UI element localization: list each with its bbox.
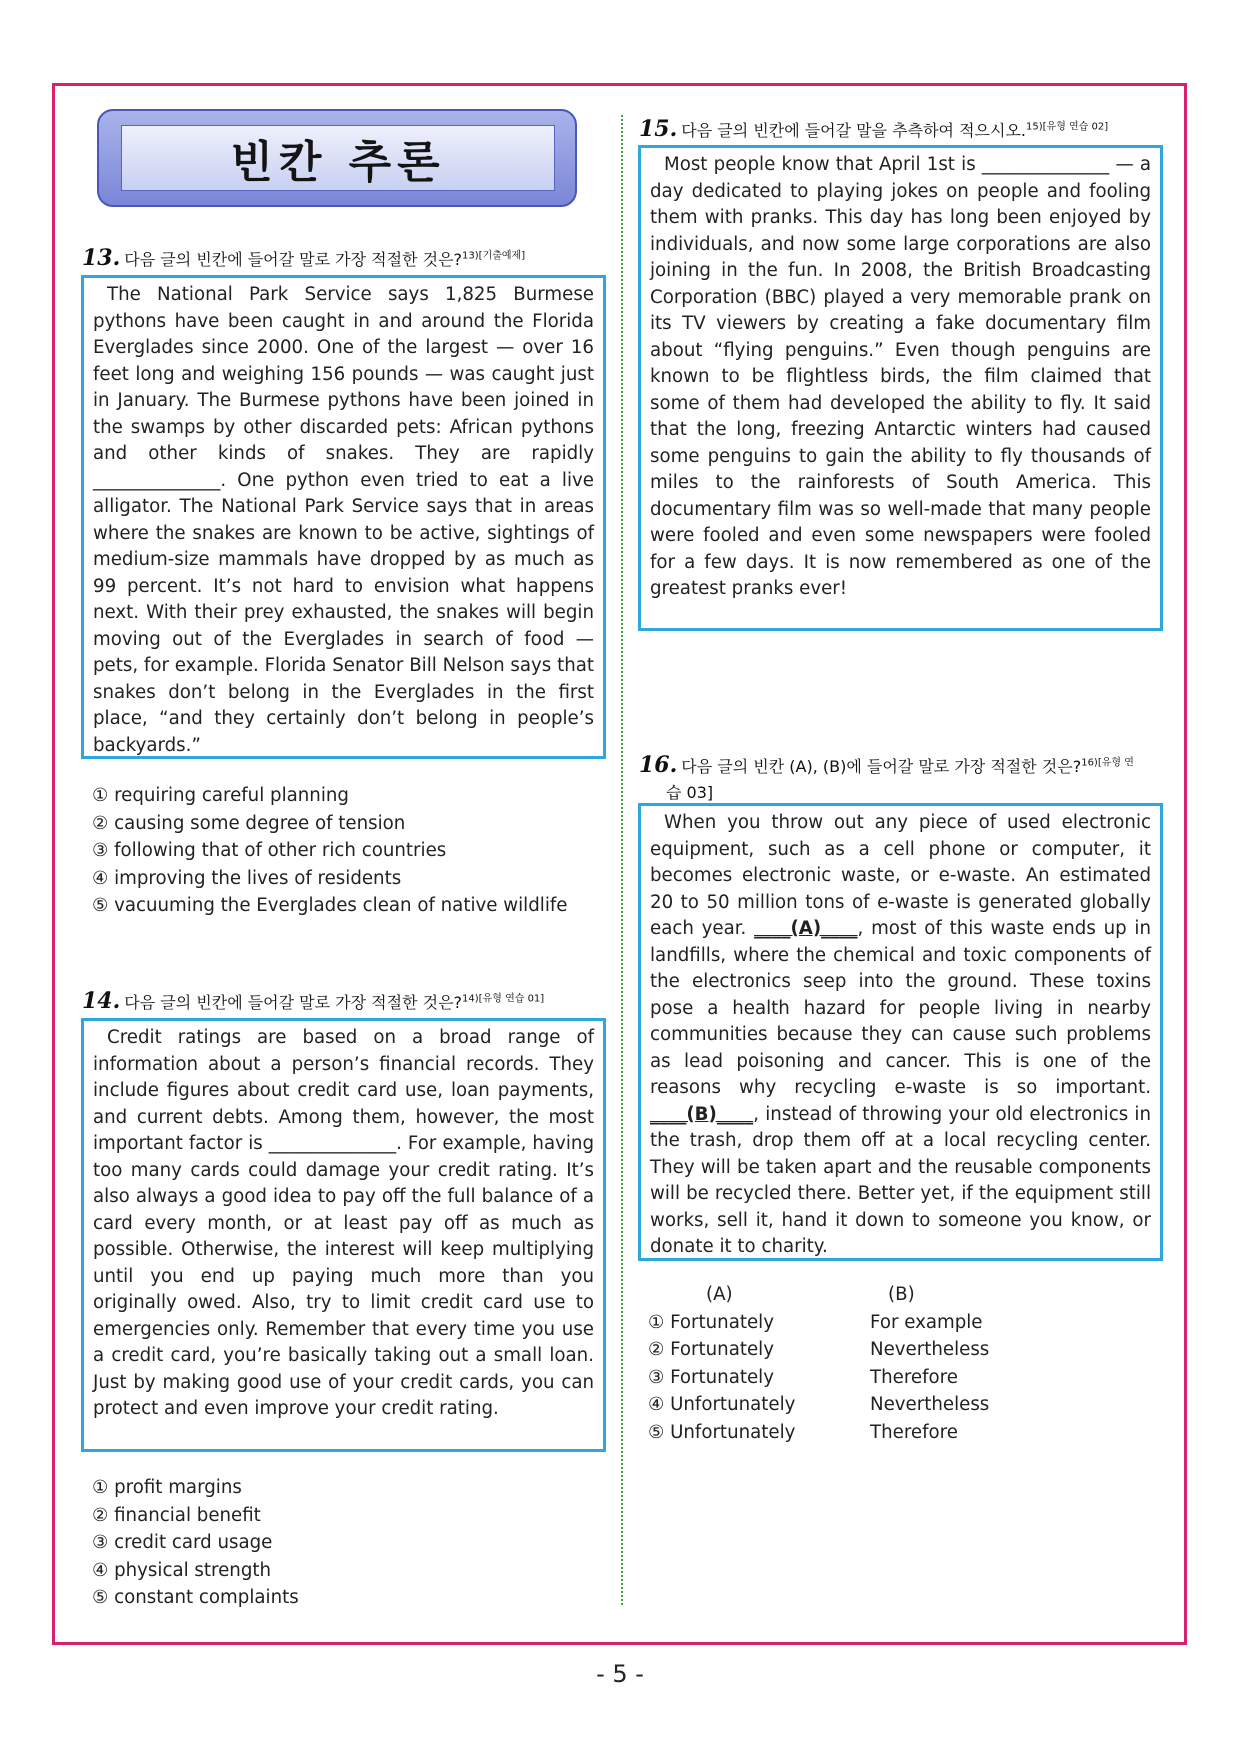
q13-header xyxy=(82,245,525,271)
q16-header-cont: 습 03] xyxy=(666,783,714,802)
q16-option-1[interactable]: ① Fortunately For example xyxy=(648,1311,983,1333)
q15-prompt: 다음 글의 빈칸에 들어갈 말을 추측하여 적으시오. xyxy=(681,121,1027,140)
q14-prompt: 다음 글의 빈칸에 들어갈 말로 가장 적절한 것은? xyxy=(124,993,463,1012)
q15-passage: Most people know that April 1st is ______________ — a day dedicated to playing jokes on people and fooling them with pranks. This day has long been enjoyed by individuals, and now some large corporations are also joining in the fun. In 2008, the British Broadcasting Corporation (BBC) played a very memorable prank on its TV viewers by creating a fake documentary film about “flying penguins.” Even though penguins are known to be flightless birds, the film claimed that some of them had developed the ability to fly. It said that the long, freezing Antarctic winters had caused some penguins to gain the ability to fly thousands of miles to the rainforests of South America. This documentary film was so well-made that many people were fooled and even some newspapers were fooled for a few days. It is now remembered as one of the greatest pranks ever! xyxy=(650,154,1151,599)
q16-blank-b: ____(B)____ xyxy=(650,1103,754,1125)
q13-ref: 13)[기출예제] xyxy=(462,250,526,262)
q16-options-header xyxy=(648,1284,989,1312)
q13-number: 13. xyxy=(82,245,121,271)
q14-passage: Credit ratings are based on a broad range of information about a person’s financial records. They include figures about credit card use, loan payments, and current debts. Among them, however, the most important factor is ______________. For example, having too many cards could damage your credit rating. It’s also always a good idea to pay off the full balance of a card every month, or at least pay off as much as possible. Otherwise, the interest will keep multiplying until you end up paying much more than you originally owed. Also, try to limit credit card use to emergencies only. Remember that every time you use a credit card, you’re basically taking out a small loan. Just by making good use of your credit cards, you can protect and even improve your credit rating. xyxy=(93,1027,594,1419)
column-divider xyxy=(621,115,623,1605)
q14-option-5[interactable]: ⑤ constant complaints xyxy=(92,1587,299,1608)
q16-option-4[interactable]: ④ Unfortunately Nevertheless xyxy=(648,1394,990,1415)
q15-passage-box xyxy=(638,145,1163,631)
q14-options xyxy=(92,1477,299,1615)
q16-option-3[interactable]: ③ Fortunately Therefore xyxy=(648,1366,958,1388)
q16-header xyxy=(639,752,1134,778)
page-number: - 5 - xyxy=(596,1660,644,1688)
q14-option-2[interactable]: ② financial benefit xyxy=(92,1504,261,1526)
q13-prompt: 다음 글의 빈칸에 들어갈 말로 가장 적절한 것은? xyxy=(124,250,463,269)
q13-options xyxy=(92,785,567,923)
q16-passage: When you throw out any piece of used electronic equipment, such as a cell phone or computer, it becomes electronic waste, or e-waste. An estimated 20 to 50 million tons of e-waste is generated globally each year. ____(A)____, most of this waste ends up in landfills, where the chemical and toxic components of the electronics seep into the ground. These toxins pose a health hazard for people living in nearby communities because they can cause such problems as lead poisoning and cancer. This is one of the reasons why recycling e-waste is so important. ____(B)____, instead of throwing your old electronics in the trash, drop them off at a local recycling center. They will be taken apart and the reusable components will be recycled there. Better yet, if the equipment still works, sell it, hand it down to someone you know, or donate it to charity. xyxy=(650,812,1151,1257)
q14-ref: 14)[유형 연습 01] xyxy=(462,993,545,1005)
q13-option-5[interactable]: ⑤ vacuuming the Everglades clean of native wildlife xyxy=(92,895,568,916)
q14-header xyxy=(82,988,544,1014)
q14-option-1[interactable]: ① profit margins xyxy=(92,1477,242,1498)
q16-option-5[interactable]: ⑤ Unfortunately Therefore xyxy=(648,1421,958,1443)
q13-passage-box xyxy=(81,275,606,759)
q13-option-4[interactable]: ④ improving the lives of residents xyxy=(92,867,402,889)
q15-number: 15. xyxy=(639,116,678,142)
q16-col-a: (A) xyxy=(706,1284,733,1305)
q16-col-b: (B) xyxy=(888,1284,915,1305)
q14-passage-box xyxy=(81,1018,606,1452)
section-title: 빈칸 추론 xyxy=(230,137,446,188)
q16-prompt: 다음 글의 빈칸 (A), (B)에 들어갈 말로 가장 적절한 것은? xyxy=(681,757,1082,776)
q16-options xyxy=(648,1284,989,1449)
q16-number: 16. xyxy=(639,752,678,778)
q14-number: 14. xyxy=(82,988,121,1014)
q15-header xyxy=(639,116,1108,142)
q13-option-3[interactable]: ③ following that of other rich countries xyxy=(92,840,447,861)
q13-passage: The National Park Service says 1,825 Burmese pythons have been caught in and around the Florida Everglades since 2000. One of the largest — over 16 feet long and weighing 156 pounds — was caught just in January. The Burmese pythons have been joined in the swamps by other discarded pets: African pythons and other kinds of snakes. They are rapidly ______________. One python even tried to eat a live alligator. The National Park Service says that in areas where the snakes are known to be active, sightings of medium-size mammals have dropped by as much as 99 percent. It’s not hard to envision what happens next. With their prey exhausted, the snakes will begin moving out of the Everglades in search of food — pets, for example. Florida Senator Bill Nelson says that snakes don’t belong in the Everglades in the first place, “and they certainly don’t belong in people’s backyards.” xyxy=(93,284,594,756)
q14-option-4[interactable]: ④ physical strength xyxy=(92,1559,272,1581)
q13-option-1[interactable]: ① requiring careful planning xyxy=(92,785,349,806)
q15-ref: 15)[유형 연습 02] xyxy=(1026,121,1109,133)
section-title-banner xyxy=(97,109,577,207)
q16-option-2[interactable]: ② Fortunately Nevertheless xyxy=(648,1339,990,1360)
q16-passage-box xyxy=(638,803,1163,1261)
q16-ref: 16)[유형 연 xyxy=(1081,757,1134,769)
q14-option-3[interactable]: ③ credit card usage xyxy=(92,1532,273,1553)
q13-option-2[interactable]: ② causing some degree of tension xyxy=(92,812,406,834)
q16-blank-a: ____(A)____ xyxy=(754,918,858,939)
